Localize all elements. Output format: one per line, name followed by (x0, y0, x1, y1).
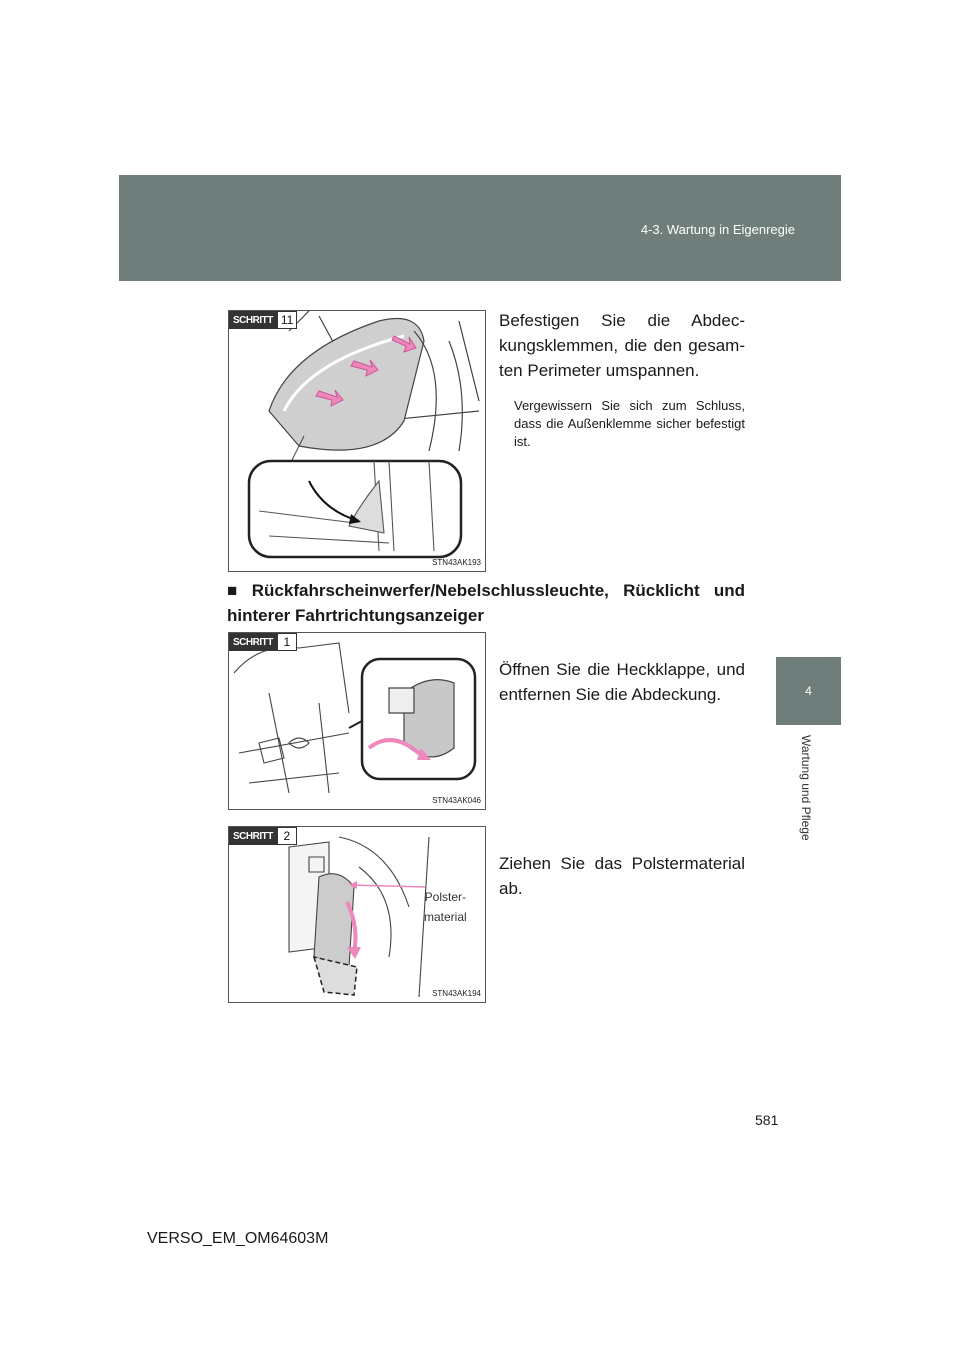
step-2-instruction: Ziehen Sie das Polstermaterial ab. (499, 854, 745, 898)
step-badge (229, 311, 297, 329)
step-11-note: Vergewissern Sie sich zum Schluss, dass die Außenklemme sicher befestigt ist. (514, 398, 745, 449)
step-badge (229, 827, 297, 845)
illustration-step-11 (228, 310, 486, 572)
figure-code: STN43AK046 (432, 796, 481, 805)
section-heading-text: Rückfahrscheinwerfer/Nebelschlussleuchte, Rücklicht und hinterer Fahrtrichtungsanzeiger (227, 581, 745, 625)
illustration-step-1 (228, 632, 486, 810)
tailgate-cover-drawing (229, 633, 485, 809)
page-number: 581 (755, 1112, 779, 1128)
step-number: 1 (277, 633, 297, 651)
section-title: 4-3. Wartung in Eigenregie (640, 222, 795, 237)
chapter-label: Wartung und Pflege (799, 735, 813, 841)
callout-text: Polster- material (424, 890, 467, 924)
bullet-square: ■ (227, 581, 247, 600)
step-word: SCHRITT (229, 311, 277, 329)
step-1-instruction: Öffnen Sie die Heckklappe, und entfernen Sie die Abdeckung. (499, 660, 745, 704)
padding-callout-label (424, 887, 467, 927)
step-word: SCHRITT (229, 827, 277, 845)
step-11-instruction: Befestigen Sie die Abdeckungsklemmen, die den gesamten Perimeter umspannen. (499, 311, 745, 380)
step-badge (229, 633, 297, 651)
chapter-tab (776, 657, 841, 725)
step-number: 11 (277, 311, 297, 329)
document-code: VERSO_EM_OM64603M (147, 1230, 329, 1247)
section-heading (227, 578, 745, 628)
illustration-step-2 (228, 826, 486, 1003)
figure-code: STN43AK194 (432, 989, 481, 998)
step-word: SCHRITT (229, 633, 277, 651)
page-header (119, 175, 841, 281)
step-number: 2 (277, 827, 297, 845)
clip-drawing (229, 311, 485, 571)
chapter-number: 4 (805, 684, 812, 698)
figure-code: STN43AK193 (432, 558, 481, 567)
